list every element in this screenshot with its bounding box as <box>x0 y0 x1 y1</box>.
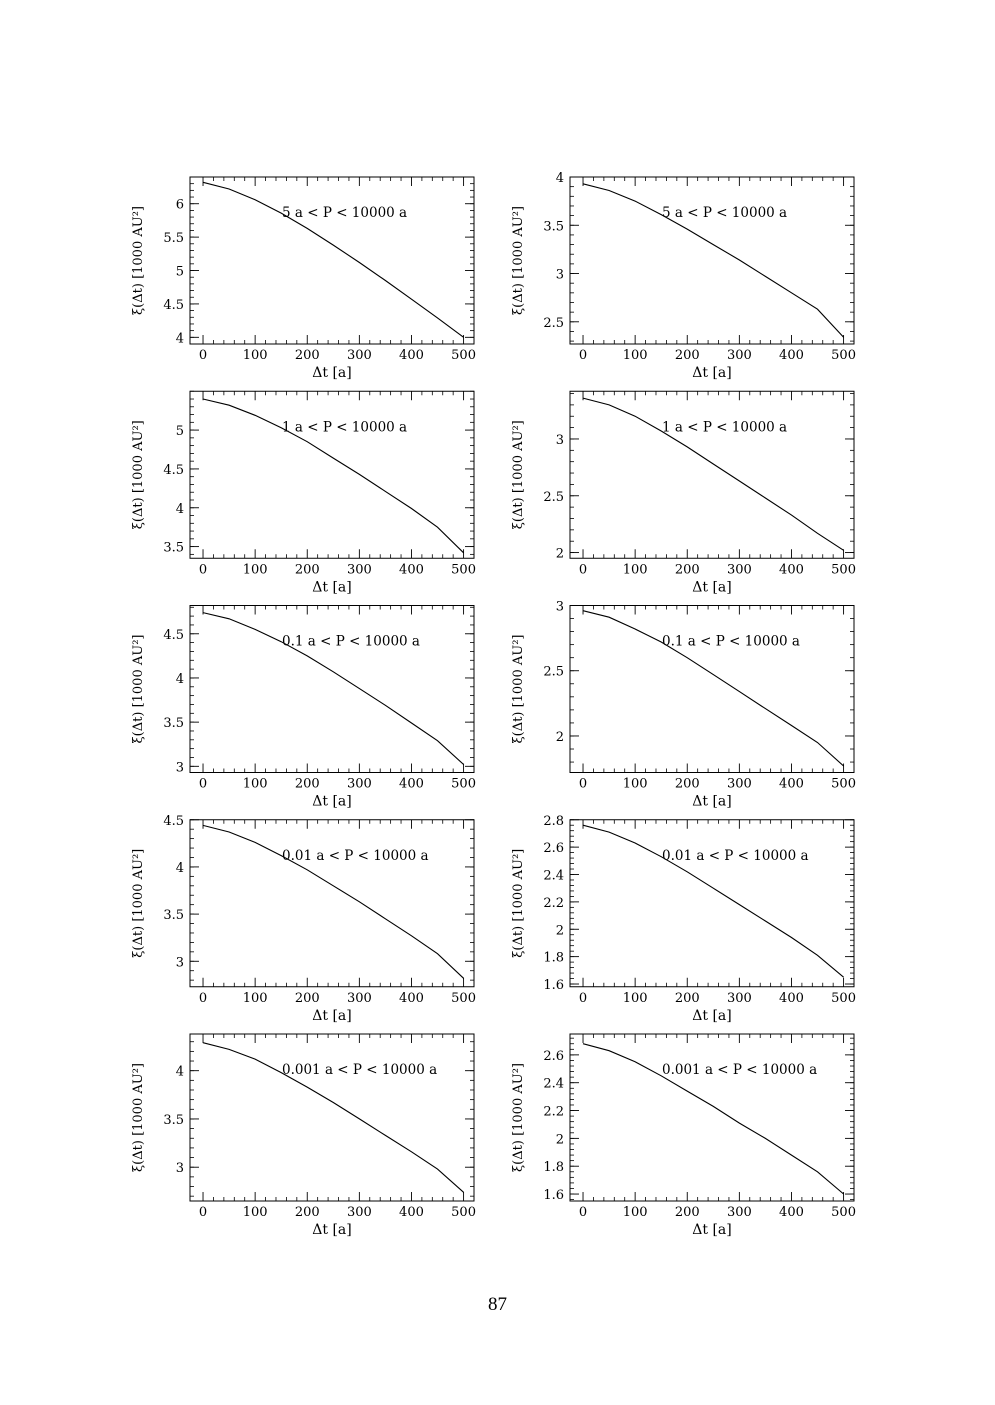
x-tick-label: 0 <box>198 562 208 578</box>
x-tick-label: 100 <box>242 1205 268 1220</box>
period-range-annotation: 0.1 a < P < 10000 a <box>662 633 800 650</box>
x-tick-label: 400 <box>399 776 424 792</box>
x-tick-label: 300 <box>726 990 752 1006</box>
x-tick-label: 500 <box>451 348 476 363</box>
x-tick-label: 300 <box>346 562 372 578</box>
x-tick-label: 0 <box>578 776 588 792</box>
x-tick-label: 500 <box>451 990 476 1006</box>
x-tick-label: 400 <box>399 990 424 1006</box>
x-tick-label: 0 <box>198 776 208 792</box>
y-tick-label: 3 <box>175 955 184 971</box>
period-range-annotation: 0.01 a < P < 10000 a <box>282 847 429 864</box>
y-tick-label: 5.5 <box>163 231 184 247</box>
chart-panel-right-1 <box>511 171 856 381</box>
x-tick-label: 400 <box>399 348 424 363</box>
y-tick-label: 4 <box>175 331 184 347</box>
x-tick-label: 200 <box>294 1205 320 1220</box>
y-tick-label: 3.5 <box>163 716 184 732</box>
x-tick-label: 300 <box>346 990 372 1006</box>
period-range-annotation: 1 a < P < 10000 a <box>282 419 408 436</box>
x-tick-label: 100 <box>622 990 648 1006</box>
y-tick-label: 3.5 <box>163 540 184 556</box>
y-tick-label: 3 <box>555 599 564 615</box>
x-tick-label: 200 <box>294 776 320 792</box>
y-tick-label: 1.6 <box>543 978 564 994</box>
plot-frame <box>570 177 854 344</box>
x-tick-label: 400 <box>779 776 804 792</box>
y-tick-label: 2 <box>555 729 564 745</box>
period-range-annotation: 0.001 a < P < 10000 a <box>662 1062 818 1078</box>
x-tick-label: 0 <box>198 1205 208 1220</box>
x-tick-label: 400 <box>779 562 804 578</box>
y-tick-label: 3.5 <box>163 1112 184 1128</box>
x-tick-label: 100 <box>242 776 268 792</box>
x-tick-label: 400 <box>779 348 804 363</box>
x-tick-label: 0 <box>198 990 208 1006</box>
period-range-annotation: 1 a < P < 10000 a <box>662 419 788 436</box>
y-axis-label: ξ(Δt) [1000 AU²] <box>511 1063 526 1172</box>
y-tick-label: 4 <box>175 860 184 876</box>
y-tick-label: 2.5 <box>543 315 564 331</box>
y-tick-label: 2.2 <box>543 895 564 911</box>
x-tick-label: 0 <box>578 562 588 578</box>
x-axis-label: Δt [a] <box>692 579 732 596</box>
x-tick-label: 100 <box>622 562 648 578</box>
y-tick-label: 4.5 <box>163 297 184 313</box>
x-tick-label: 500 <box>831 776 856 792</box>
y-axis-label: ξ(Δt) [1000 AU²] <box>511 420 526 530</box>
chart-panel-right-4 <box>511 814 856 1024</box>
chart-panel-left-4 <box>131 814 476 1024</box>
y-tick-label: 2 <box>555 1132 564 1148</box>
y-tick-label: 6 <box>175 197 184 213</box>
x-tick-label: 500 <box>831 348 856 363</box>
x-axis-label: Δt [a] <box>692 365 732 381</box>
y-tick-label: 4.5 <box>163 627 184 643</box>
x-tick-label: 200 <box>294 990 320 1006</box>
y-tick-label: 4 <box>175 501 184 517</box>
y-tick-label: 5 <box>175 264 184 280</box>
x-tick-label: 0 <box>578 1205 588 1220</box>
y-axis-label: ξ(Δt) [1000 AU²] <box>131 634 146 744</box>
x-tick-label: 500 <box>451 562 476 578</box>
x-axis-label: Δt [a] <box>312 579 352 596</box>
chart-panel-right-2 <box>511 391 856 595</box>
y-tick-label: 3 <box>175 1161 184 1177</box>
x-tick-label: 0 <box>198 348 208 363</box>
x-tick-label: 100 <box>242 348 268 363</box>
x-tick-label: 300 <box>726 348 752 363</box>
y-axis-label: ξ(Δt) [1000 AU²] <box>131 206 146 315</box>
period-range-annotation: 0.01 a < P < 10000 a <box>662 847 809 864</box>
x-axis-label: Δt [a] <box>692 793 732 810</box>
y-tick-label: 3.5 <box>163 908 184 924</box>
x-tick-label: 500 <box>451 1205 476 1220</box>
y-tick-label: 2 <box>555 546 564 562</box>
y-tick-label: 1.8 <box>543 1160 564 1176</box>
chart-panel-left-5 <box>131 1034 476 1238</box>
plot-frame <box>570 391 854 558</box>
plot-frame <box>190 820 474 987</box>
x-tick-label: 200 <box>674 1205 700 1220</box>
y-tick-label: 2.2 <box>543 1104 564 1120</box>
chart-panel-right-3 <box>511 600 856 810</box>
y-tick-label: 4.5 <box>163 462 184 478</box>
x-tick-label: 400 <box>779 1205 804 1220</box>
chart-panel-left-2 <box>131 391 476 595</box>
plot-frame <box>190 391 474 558</box>
x-tick-label: 500 <box>831 1205 856 1220</box>
x-tick-label: 500 <box>831 990 856 1006</box>
x-axis-label: Δt [a] <box>312 1222 352 1238</box>
period-range-annotation: 0.001 a < P < 10000 a <box>282 1062 438 1078</box>
y-tick-label: 3 <box>175 760 184 776</box>
y-axis-label: ξ(Δt) [1000 AU²] <box>511 634 526 744</box>
x-tick-label: 200 <box>674 562 700 578</box>
x-axis-label: Δt [a] <box>692 1222 732 1238</box>
y-tick-label: 3 <box>555 432 564 448</box>
x-tick-label: 500 <box>451 776 476 792</box>
x-tick-label: 0 <box>578 348 588 363</box>
chart-panel-left-3 <box>131 606 476 810</box>
x-tick-label: 500 <box>831 562 856 578</box>
y-tick-label: 3.5 <box>543 219 564 235</box>
x-tick-label: 300 <box>726 1205 752 1220</box>
y-tick-label: 2.6 <box>543 1048 564 1064</box>
y-tick-label: 4 <box>555 171 564 186</box>
y-axis-label: ξ(Δt) [1000 AU²] <box>131 848 146 958</box>
x-axis-label: Δt [a] <box>312 1007 352 1024</box>
x-tick-label: 300 <box>346 348 372 363</box>
chart-panel-right-5 <box>511 1034 856 1238</box>
y-tick-label: 2.4 <box>543 868 564 884</box>
y-axis-label: ξ(Δt) [1000 AU²] <box>511 848 526 958</box>
x-tick-label: 200 <box>674 348 700 363</box>
x-axis-label: Δt [a] <box>692 1007 732 1024</box>
y-tick-label: 2.5 <box>543 489 564 505</box>
x-tick-label: 200 <box>674 776 700 792</box>
y-tick-label: 2.4 <box>543 1076 564 1092</box>
x-tick-label: 100 <box>242 990 268 1006</box>
period-range-annotation: 5 a < P < 10000 a <box>662 205 788 221</box>
x-axis-label: Δt [a] <box>312 365 352 381</box>
x-tick-label: 300 <box>726 562 752 578</box>
period-range-annotation: 5 a < P < 10000 a <box>282 205 408 221</box>
y-axis-label: ξ(Δt) [1000 AU²] <box>511 206 526 315</box>
y-axis-label: ξ(Δt) [1000 AU²] <box>131 420 146 530</box>
y-tick-label: 1.8 <box>543 950 564 966</box>
y-tick-label: 3 <box>555 267 564 283</box>
plot-frame <box>190 606 474 773</box>
x-tick-label: 100 <box>622 776 648 792</box>
x-tick-label: 100 <box>622 348 648 363</box>
chart-panel-left-1 <box>131 177 476 381</box>
x-tick-label: 200 <box>294 562 320 578</box>
x-tick-label: 200 <box>294 348 320 363</box>
y-tick-label: 5 <box>175 424 184 440</box>
y-axis-label: ξ(Δt) [1000 AU²] <box>131 1063 146 1172</box>
page-number: 87 <box>488 1294 507 1315</box>
y-tick-label: 2.5 <box>543 664 564 680</box>
x-tick-label: 400 <box>399 562 424 578</box>
x-tick-label: 200 <box>674 990 700 1006</box>
y-tick-label: 4 <box>175 671 184 687</box>
plot-frame <box>190 1034 474 1201</box>
y-tick-label: 4.5 <box>163 813 184 829</box>
y-tick-label: 4 <box>175 1064 184 1080</box>
x-tick-label: 400 <box>779 990 804 1006</box>
x-tick-label: 300 <box>346 776 372 792</box>
plot-frame <box>570 606 854 773</box>
x-tick-label: 100 <box>622 1205 648 1220</box>
x-tick-label: 300 <box>346 1205 372 1220</box>
y-tick-label: 1.6 <box>543 1188 564 1204</box>
y-tick-label: 2.6 <box>543 841 564 857</box>
plot-frame <box>570 820 854 987</box>
x-tick-label: 0 <box>578 990 588 1006</box>
x-tick-label: 300 <box>726 776 752 792</box>
y-tick-label: 2 <box>555 923 564 939</box>
y-tick-label: 2.8 <box>543 813 564 829</box>
x-tick-label: 400 <box>399 1205 424 1220</box>
x-tick-label: 100 <box>242 562 268 578</box>
plot-frame <box>190 177 474 344</box>
period-range-annotation: 0.1 a < P < 10000 a <box>282 633 420 650</box>
x-axis-label: Δt [a] <box>312 793 352 810</box>
plot-frame <box>570 1034 854 1201</box>
